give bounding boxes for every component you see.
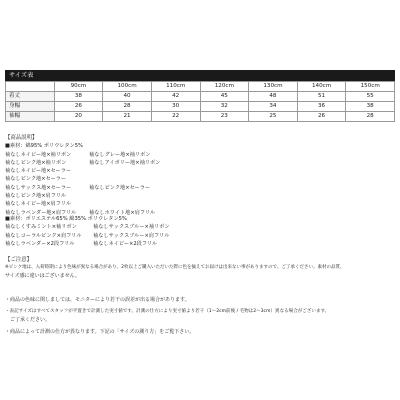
size-table-header-row — [6, 82, 395, 92]
variant-name: 袖なしサックス地×セーラー — [5, 184, 72, 191]
table-cell: 48 — [249, 92, 298, 102]
variant-name: 袖なしくすみミント×袖リボン — [5, 224, 77, 231]
table-cell: 36 — [297, 102, 346, 112]
table-cell: 38 — [346, 102, 395, 112]
table-cell: 28 — [103, 102, 152, 112]
list-item — [5, 192, 395, 200]
row-label-sleeve: 袖幅 — [6, 112, 55, 122]
table-cell: 45 — [200, 92, 249, 102]
variant-name: 袖なしコーラルピンク×肩フリル — [5, 232, 82, 239]
list-item — [5, 184, 395, 192]
list-item — [5, 200, 395, 208]
list-item — [5, 151, 395, 159]
variant-name: 袖なしネイビー地×肩フリル — [5, 201, 72, 208]
table-cell: 26 — [54, 102, 103, 112]
table-cell: 28 — [346, 112, 395, 122]
variant-name: 袖なしピンク地×袖リボン — [5, 159, 67, 166]
table-cell: 32 — [200, 102, 249, 112]
notice-line: ※ピンク地は、入荷時期により色味が異なる場合があり、2枚以上ご購入いただいた際に色を揃えてお届けは出来ない事がありますので、ご了承ください。素材の品質、 — [5, 265, 345, 270]
product-description-heading: 【商品説明】 — [5, 135, 38, 141]
variant-name: 袖なしネイビー×2段フリル — [93, 240, 158, 247]
table-cell: 34 — [249, 102, 298, 112]
size-header-100: 100cm — [103, 82, 152, 92]
table-cell: 22 — [151, 112, 200, 122]
remark-line: ご了承ください。 — [5, 317, 51, 323]
table-cell: 55 — [346, 92, 395, 102]
list-item — [5, 232, 395, 240]
table-cell: 26 — [297, 112, 346, 122]
variant-name: 袖なしピンク地×セーラー — [5, 176, 67, 183]
table-cell: 51 — [297, 92, 346, 102]
notice-section — [5, 256, 397, 280]
size-header-110: 110cm — [151, 82, 200, 92]
remark-line: ・商品の色味に関しましては、モニターにより若干の誤差が出る場合があります。 — [5, 297, 190, 303]
remark-line: ・表記サイズはすべてスタッフが平置きで計測した実寸値です。計測の仕方により実寸値より若干（1〜2cm前後 / 毛物は2〜3cm）異なる場合がございます。 — [5, 309, 330, 314]
list-item — [5, 240, 395, 248]
table-cell: 20 — [54, 112, 103, 122]
list-item — [5, 175, 395, 183]
variant-name: 袖なしピンク地×セーラー — [89, 184, 151, 191]
list-item — [5, 223, 395, 231]
variant-name: 袖なしネイビー地×袖リボン — [5, 151, 72, 158]
table-cell: 21 — [103, 112, 152, 122]
notice-line: サイズ感に違いはございません。 — [5, 273, 80, 279]
variant-name: 袖なしサックスブルー×肩フリル — [93, 232, 170, 239]
variant-name: 袖なしラベンダー地×肩フリル — [5, 209, 77, 216]
size-header-130: 130cm — [249, 82, 298, 92]
variant-name: 袖なしサックスブルー×袖リボン — [93, 224, 170, 231]
list-item — [5, 167, 395, 175]
table-cell: 25 — [249, 112, 298, 122]
variant-name: 袖なしホワイト地×肩フリル — [89, 209, 156, 216]
size-table-corner — [6, 82, 55, 92]
material-spec-2: ■素材：ポリエステル65% 綿35% ポリウレタン5% — [5, 216, 127, 222]
table-row — [6, 102, 395, 112]
material-spec-1: ■素材：綿95% ポリウレタン5% — [5, 143, 83, 150]
size-header-120: 120cm — [200, 82, 249, 92]
variant-name: 袖なしアイボリー地×袖リボン — [89, 159, 161, 166]
size-header-150: 150cm — [346, 82, 395, 92]
size-table — [5, 81, 395, 122]
remarks-section — [5, 296, 397, 336]
variant-name: 袖なしピンク地×肩フリル — [5, 193, 67, 200]
size-header-140: 140cm — [297, 82, 346, 92]
table-cell: 42 — [151, 92, 200, 102]
variant-name: 袖なしラベンダー×2段フリル — [5, 240, 75, 247]
product-description-2 — [5, 215, 395, 248]
table-row — [6, 92, 395, 102]
table-cell: 23 — [200, 112, 249, 122]
variant-name: 袖なしグレー地×袖リボン — [89, 151, 151, 158]
size-table-title: サイズ表 — [5, 70, 395, 81]
remark-line: ・商品によって計測の仕方が異なります。下記の「サイズの測り方」をご覧下さい。 — [5, 329, 195, 335]
size-header-90: 90cm — [54, 82, 103, 92]
list-item — [5, 159, 395, 167]
table-cell: 30 — [151, 102, 200, 112]
product-description — [5, 134, 395, 217]
row-label-width: 身幅 — [6, 102, 55, 112]
table-cell: 40 — [103, 92, 152, 102]
table-row — [6, 112, 395, 122]
row-label-length: 着丈 — [6, 92, 55, 102]
table-cell: 38 — [54, 92, 103, 102]
notice-heading: 【ご注意】 — [5, 257, 32, 263]
variant-name: 袖なしネイビー地×セーラー — [5, 168, 72, 175]
